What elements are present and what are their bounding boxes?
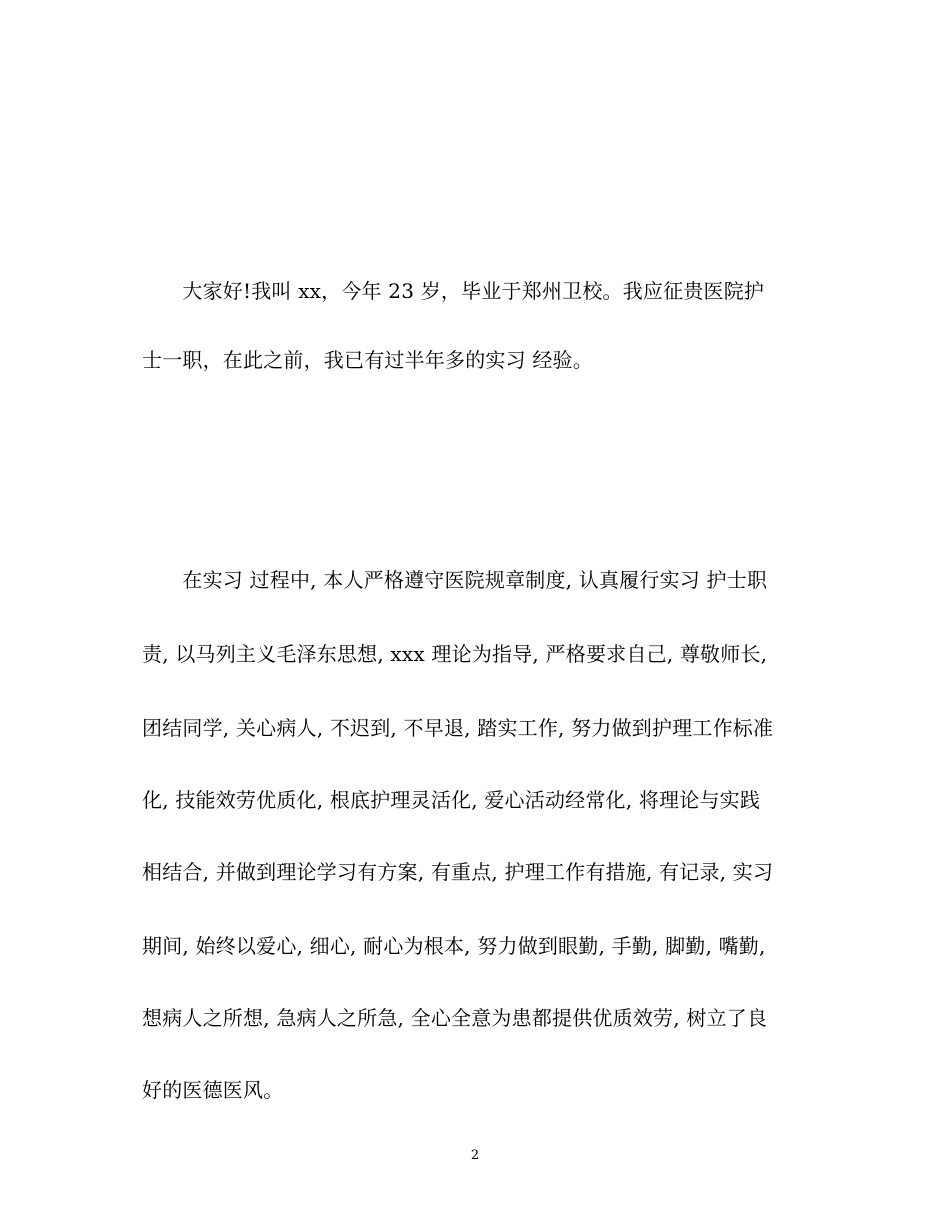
paragraph-2-line-1: 在实习 过程中, 本人严格遵守医院规章制度, 认真履行实习 护士职 <box>142 568 768 592</box>
paragraph-2-line-7: 想病人之所想, 急病人之所急, 全心全意为患都提供优质效劳, 树立了良 <box>142 1006 768 1030</box>
paragraph-2-line-6: 期间, 始终以爱心, 细心, 耐心为根本, 努力做到眼勤, 手勤, 脚勤, 嘴勤, <box>142 934 766 958</box>
paragraph-2-line-8: 好的医德医风。 <box>142 1078 284 1102</box>
paragraph-2-line-5: 相结合, 并做到理论学习有方案, 有重点, 护理工作有措施, 有记录, 实习 <box>142 860 774 884</box>
paragraph-2-line-2: 责, 以马列主义毛泽东思想, xxx 理论为指导, 严格要求自己, 尊敬师长, <box>142 642 768 666</box>
paragraph-1-line-2: 士一职，在此之前，我已有过半年多的实习 经验。 <box>142 348 593 372</box>
page-number: 2 <box>470 1148 480 1163</box>
paragraph-1-line-1: 大家好!我叫 xx，今年 23 岁，毕业于郑州卫校。我应征贵医院护 <box>142 279 765 303</box>
paragraph-2-line-3: 团结同学, 关心病人, 不迟到, 不早退, 踏实工作, 努力做到护理工作标准 <box>142 716 774 740</box>
paragraph-2-line-4: 化, 技能效劳优质化, 根底护理灵活化, 爱心活动经常化, 将理论与实践 <box>142 788 761 812</box>
